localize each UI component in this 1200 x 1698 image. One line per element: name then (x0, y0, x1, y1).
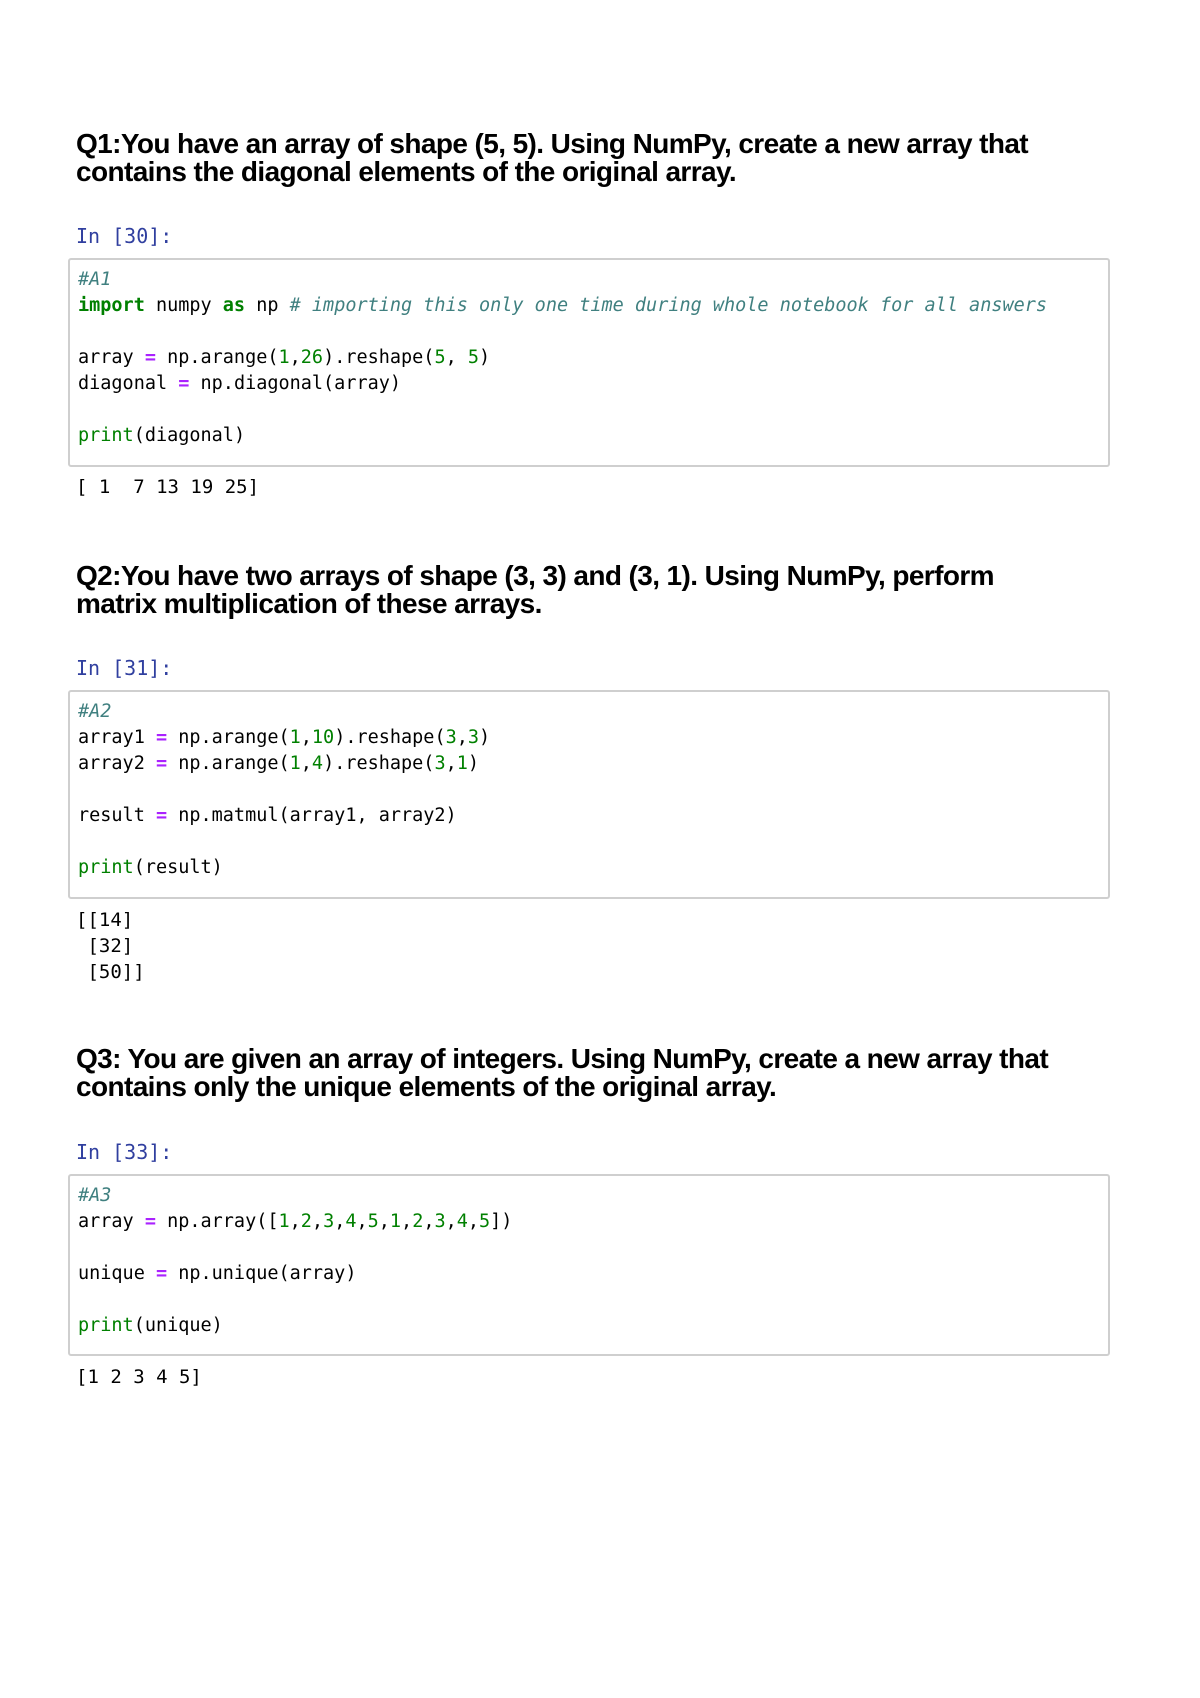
punct-token: , (467, 1211, 480, 1232)
punct-token: ) (467, 753, 480, 774)
code-line (78, 294, 1047, 318)
question-heading (76, 1045, 1126, 1101)
number-token: 5 (434, 347, 446, 368)
name-token: np.unique(array) (167, 1263, 357, 1284)
comment-token: #A1 (78, 269, 112, 290)
keyword-token: as (222, 295, 246, 316)
punct-token: , (445, 753, 457, 774)
punct-token: , (456, 727, 468, 748)
input-prompt: In [33]: (76, 1140, 173, 1164)
name-token: ).reshape( (323, 753, 435, 774)
name-token: np.matmul(array1, array2) (167, 805, 457, 826)
punct-token: , (445, 347, 468, 368)
question-line: contains only the unique elements of the original array. (76, 1071, 777, 1102)
code-cell[interactable] (68, 258, 1110, 467)
code-line (78, 1262, 356, 1286)
builtin-token: print (78, 425, 134, 446)
number-token: 3 (434, 753, 446, 774)
code-line (78, 856, 223, 880)
punct-token: , (423, 1211, 435, 1232)
name-token: ).reshape( (334, 727, 446, 748)
punct-token: , (334, 1211, 346, 1232)
name-token: ]) (490, 1211, 513, 1232)
number-token: 10 (311, 727, 335, 748)
punct-token: , (300, 753, 312, 774)
name-token: ).reshape( (323, 347, 435, 368)
number-token: 1 (278, 1211, 290, 1232)
name-token: numpy (144, 295, 223, 316)
cell-output (76, 474, 259, 500)
code-line (78, 372, 401, 396)
output-line: [ 1 7 13 19 25] (76, 476, 260, 498)
number-token: 3 (445, 727, 457, 748)
question-line: contains the diagonal elements of the original array. (76, 156, 737, 187)
name-token: array (78, 1211, 145, 1232)
operator-token: = (178, 373, 190, 394)
question-line: Q1:You have an array of shape (5, 5). Using NumPy, create a new array that (76, 128, 1029, 159)
code-line (78, 726, 490, 750)
number-token: 4 (311, 753, 324, 774)
builtin-token: print (78, 1315, 134, 1336)
code-cell[interactable] (68, 1174, 1110, 1356)
comment-token: #A2 (78, 701, 112, 722)
number-token: 1 (456, 753, 468, 774)
number-token: 3 (467, 727, 480, 748)
code-line (78, 1210, 512, 1234)
code-line (78, 804, 457, 828)
name-token: unique (78, 1263, 156, 1284)
code-line (78, 346, 490, 370)
number-token: 1 (389, 1211, 402, 1232)
name-token: np.array([ (155, 1211, 279, 1232)
name-token: array (78, 347, 145, 368)
name-token: result (78, 805, 156, 826)
operator-token: = (155, 753, 168, 774)
number-token: 2 (412, 1211, 424, 1232)
name-token: array2 (78, 753, 156, 774)
code-line (78, 268, 111, 292)
cell-output (76, 1364, 202, 1390)
output-line: [32] (76, 935, 134, 957)
punct-token: , (356, 1211, 368, 1232)
punct-token: ) (479, 347, 491, 368)
code-line (78, 424, 245, 448)
punct-token: , (445, 1211, 457, 1232)
number-token: 2 (300, 1211, 312, 1232)
code-line (78, 700, 111, 724)
question-heading (76, 130, 1126, 186)
punct-token: ) (479, 727, 491, 748)
operator-token: = (155, 1263, 168, 1284)
number-token: 5 (467, 347, 480, 368)
name-token: np.diagonal(array) (189, 373, 402, 394)
question-line: Q3: You are given an array of integers. Using NumPy, create a new array that (76, 1043, 1049, 1074)
name-token: (diagonal) (133, 425, 246, 446)
number-token: 3 (323, 1211, 335, 1232)
comment-token: #A3 (78, 1185, 112, 1206)
name-token: np.arange( (167, 727, 290, 748)
punct-token: , (311, 1211, 324, 1232)
number-token: 5 (367, 1211, 379, 1232)
cell-output (76, 907, 145, 985)
number-token: 1 (289, 753, 301, 774)
name-token: np.arange( (167, 753, 290, 774)
question-heading (76, 562, 1126, 618)
operator-token: = (155, 805, 168, 826)
code-cell[interactable] (68, 690, 1110, 899)
number-token: 1 (278, 347, 290, 368)
punct-token: , (378, 1211, 390, 1232)
punct-token: , (300, 727, 312, 748)
name-token: (unique) (133, 1315, 223, 1336)
keyword-token: import (78, 295, 145, 316)
number-token: 5 (479, 1211, 491, 1232)
punct-token: , (289, 1211, 301, 1232)
name-token: array1 (78, 727, 156, 748)
number-token: 1 (289, 727, 301, 748)
name-token: (result) (133, 857, 223, 878)
name-token: diagonal (78, 373, 179, 394)
operator-token: = (144, 1211, 156, 1232)
question-line: matrix multiplication of these arrays. (76, 588, 542, 619)
output-line: [1 2 3 4 5] (76, 1366, 202, 1388)
input-prompt: In [30]: (76, 224, 173, 248)
number-token: 26 (300, 347, 324, 368)
punct-token: , (289, 347, 301, 368)
code-line (78, 752, 479, 776)
code-line (78, 1184, 111, 1208)
code-line (78, 1314, 223, 1338)
builtin-token: print (78, 857, 134, 878)
punct-token: , (401, 1211, 413, 1232)
output-line: [50]] (76, 961, 145, 983)
name-token: np (245, 295, 290, 316)
input-prompt: In [31]: (76, 656, 173, 680)
comment-token: # importing this only one time during whole notebook for all answers (289, 295, 1048, 316)
operator-token: = (155, 727, 168, 748)
number-token: 3 (434, 1211, 446, 1232)
number-token: 4 (456, 1211, 468, 1232)
question-line: Q2:You have two arrays of shape (3, 3) and (3, 1). Using NumPy, perform (76, 560, 994, 591)
operator-token: = (144, 347, 156, 368)
name-token: np.arange( (155, 347, 279, 368)
number-token: 4 (345, 1211, 357, 1232)
output-line: [[14] (76, 909, 134, 931)
